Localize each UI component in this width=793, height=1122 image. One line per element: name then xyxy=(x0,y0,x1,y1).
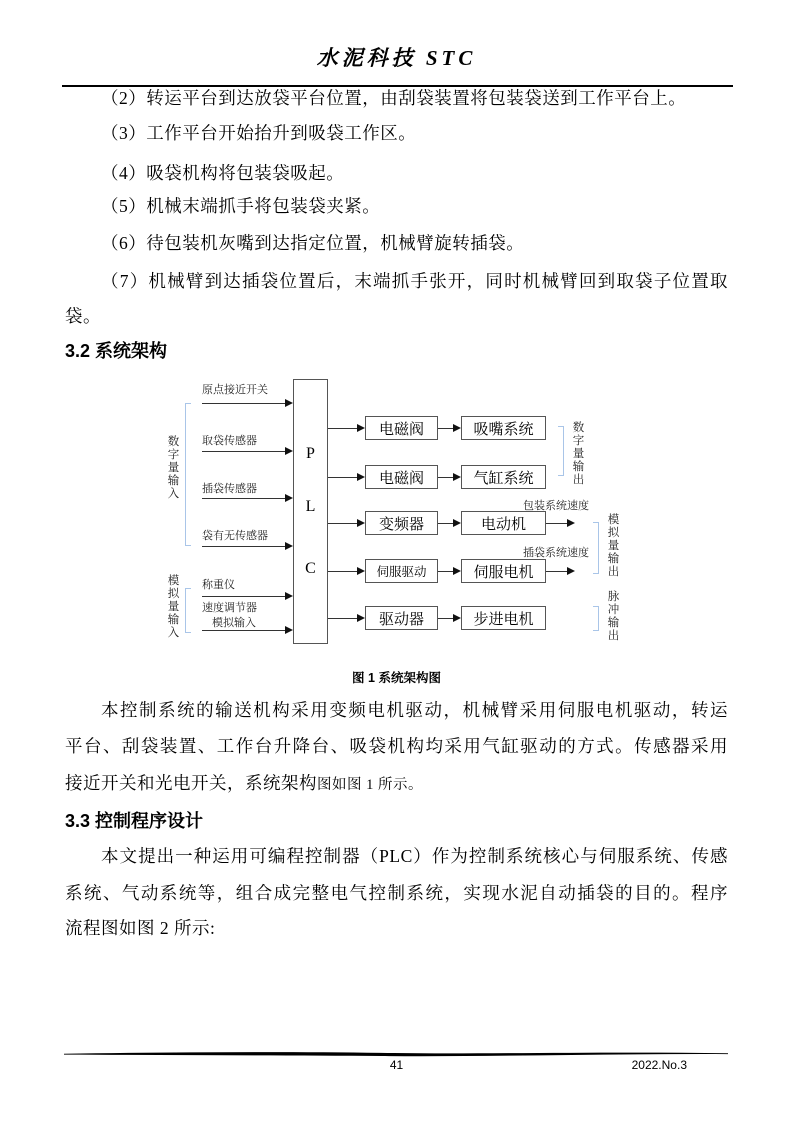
arrowhead xyxy=(453,424,461,432)
input-arrowhead xyxy=(285,494,293,502)
input-line xyxy=(202,596,286,597)
section-heading-3-3: 3.3 控制程序设计 xyxy=(65,811,204,831)
paragraph-line xyxy=(65,770,728,798)
step-item-7-line2: 袋。 xyxy=(65,306,101,326)
driver-box-servo-drive: 伺服驱动 xyxy=(365,559,438,583)
step-item-5: （5）机械末端抓手将包装袋夹紧。 xyxy=(101,196,381,216)
paragraph-text: 接近开关和光电开关，系统架构 xyxy=(65,773,317,793)
input-label-speed-regulator: 速度调节器 xyxy=(202,602,257,614)
analog-input-bracket xyxy=(185,588,191,633)
input-line xyxy=(202,630,286,631)
driver-box-driver: 驱动器 xyxy=(365,606,438,630)
input-line xyxy=(202,546,286,547)
figure-caption: 图 1 系统架构图 xyxy=(352,671,441,685)
input-label-bag-presence-sensor: 袋有无传感器 xyxy=(202,530,268,542)
step-item-2: （2）转运平台到达放袋平台位置，由刮袋装置将包装袋送到工作平台上。 xyxy=(101,88,687,108)
step-item-7-line1: （7）机械臂到达插袋位置后，末端抓手张开，同时机械臂回到取袋子位置取 xyxy=(101,271,728,291)
arrowhead xyxy=(453,519,461,527)
analog-input-group-label: 模拟量输入 xyxy=(167,575,180,639)
paragraph-line: 本控制系统的输送机构采用变频电机驱动，机械臂采用伺服电机驱动，转运 xyxy=(101,700,728,720)
actuator-box-suction-nozzle-system: 吸嘴系统 xyxy=(461,416,546,440)
input-arrowhead xyxy=(285,592,293,600)
arrowhead xyxy=(357,567,365,575)
footer-rule xyxy=(64,1050,729,1058)
input-label-weighing-instrument: 称重仪 xyxy=(202,579,235,591)
connector-line xyxy=(328,618,358,619)
journal-title: 水泥科技 STC xyxy=(316,46,477,70)
input-line xyxy=(202,451,286,452)
digital-output-group-label: 数字量输出 xyxy=(572,422,585,486)
paragraph-line: 平台、刮袋装置、工作台升降台、吸袋机构均采用气缸驱动的方式。传感器采用 xyxy=(65,736,728,756)
input-label-origin-proximity-switch: 原点接近开关 xyxy=(202,384,268,396)
input-arrowhead xyxy=(285,447,293,455)
figure-reference-text: 图如图 1 所示。 xyxy=(317,777,423,793)
connector-line xyxy=(438,428,454,429)
input-arrowhead xyxy=(285,542,293,550)
arrowhead xyxy=(453,614,461,622)
connector-line xyxy=(328,523,358,524)
digital-input-bracket xyxy=(185,403,191,546)
connector-line xyxy=(438,523,454,524)
plc-letter-p: P xyxy=(306,445,315,462)
plc-box xyxy=(293,379,328,644)
connector-line xyxy=(438,571,454,572)
issue-number: 2022.No.3 xyxy=(631,1058,687,1072)
paragraph-line: 系统、气动系统等，组合成完整电气控制系统，实现水泥自动插袋的目的。程序 xyxy=(65,883,728,903)
actuator-box-electric-motor: 电动机 xyxy=(461,511,546,535)
arrowhead xyxy=(357,424,365,432)
pulse-output-bracket xyxy=(593,606,599,631)
connector-line xyxy=(328,477,358,478)
input-label-bag-inserting-sensor: 插袋传感器 xyxy=(202,483,257,495)
arrowhead xyxy=(357,473,365,481)
digital-input-group-label: 数字量输入 xyxy=(167,436,180,500)
figure-system-architecture xyxy=(160,376,630,661)
output-speed-label-packaging: 包装系统速度 xyxy=(523,500,589,512)
input-line xyxy=(202,498,286,499)
digital-output-bracket xyxy=(558,426,564,476)
step-item-4: （4）吸袋机构将包装袋吸起。 xyxy=(101,163,345,183)
driver-box-solenoid-valve-2: 电磁阀 xyxy=(365,465,438,489)
output-arrowhead xyxy=(567,519,575,527)
driver-box-frequency-converter: 变频器 xyxy=(365,511,438,535)
input-label-bag-taking-sensor: 取袋传感器 xyxy=(202,435,257,447)
plc-letter-c: C xyxy=(305,560,316,577)
output-arrowhead xyxy=(567,567,575,575)
paragraph-line: 流程图如图 2 所示: xyxy=(65,918,216,938)
input-arrowhead xyxy=(285,626,293,634)
actuator-box-servo-motor: 伺服电机 xyxy=(461,559,546,583)
plc-letter-l: L xyxy=(305,498,316,515)
output-line xyxy=(546,571,568,572)
output-speed-label-bag-inserting: 插袋系统速度 xyxy=(523,547,589,559)
arrowhead xyxy=(357,519,365,527)
connector-line xyxy=(438,618,454,619)
arrowhead xyxy=(453,567,461,575)
page-number: 41 xyxy=(389,1058,404,1072)
pulse-output-group-label: 脉冲输出 xyxy=(607,591,620,642)
arrowhead xyxy=(453,473,461,481)
input-label-analog-input: 模拟输入 xyxy=(212,617,256,629)
step-item-3: （3）工作平台开始抬升到吸袋工作区。 xyxy=(101,123,417,143)
actuator-box-cylinder-system: 气缸系统 xyxy=(461,465,546,489)
connector-line xyxy=(328,428,358,429)
step-item-6: （6）待包装机灰嘴到达指定位置，机械臂旋转插袋。 xyxy=(101,233,525,253)
input-arrowhead xyxy=(285,399,293,407)
arrowhead xyxy=(357,614,365,622)
analog-output-bracket xyxy=(593,522,599,574)
section-heading-3-2: 3.2 系统架构 xyxy=(65,341,168,361)
output-line xyxy=(546,523,568,524)
analog-output-group-label: 模拟量输出 xyxy=(607,514,620,578)
paragraph-line: 本文提出一种运用可编程控制器（PLC）作为控制系统核心与伺服系统、传感 xyxy=(101,846,728,866)
input-line xyxy=(202,403,286,404)
connector-line xyxy=(328,571,358,572)
connector-line xyxy=(438,477,454,478)
driver-box-solenoid-valve-1: 电磁阀 xyxy=(365,416,438,440)
actuator-box-stepper-motor: 步进电机 xyxy=(461,606,546,630)
